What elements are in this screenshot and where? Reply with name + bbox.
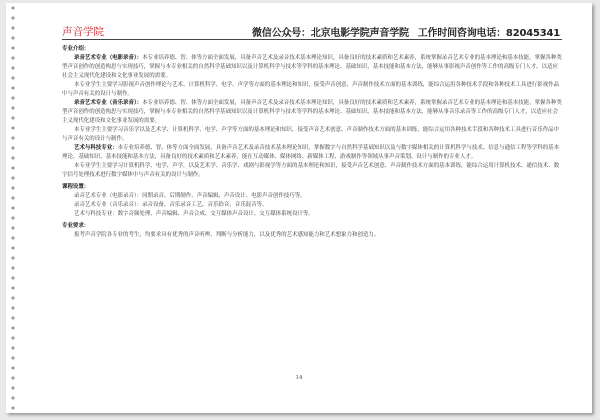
paragraph-text: 本专业培养德、智、体等方面全面发展，具备声音艺术及录音技术基本理论知识，掌握数字与自然科学基础知识以及与数字媒体相关的计算机科学与技术、信息与通信工程等学科的基本理论、基础知识、基本技能和基本方法，具备良好的技术素质和艺术素养，能在互动媒体、媒体网络、新媒体工程、游戏制作等领域从事声音策划、设计与制作的专业人才。 <box>62 145 560 160</box>
paragraph-text: 本专业培养德、智、体等方面全面发展，具备声音艺术及录音技术基本理论知识，具备良好的技术素质和艺术素养，系统掌握录音艺术专业的基本理论和基本技能，掌握各种类型声音创作的创造构思与实现技巧，掌握与本专业相关的自然科学基础知识以及计算机科学与技术等学科的基本理论、基础知识、基本技能和基本方法，能够从事影视声音创作等工作的高级专门人才，以适应社会主义现代化建设和文化事业发展的需要。 <box>62 55 562 79</box>
paragraph-text: 本专业培养德、智、体等方面全面发展，具备声音艺术及录音技术基本理论知识，具备良好的技术素质和艺术素养，系统掌握录音艺术专业的基本理论和基本技能，掌握各种类型声音创作的创造构思与实现技巧，掌握与本专业相关的自然科学基础知识以及计算机科学与技术等学科的基本理论、基础知识、基本技能和基本方法，能够从事音乐录音等工作的高级专门人才，以适应社会主义现代化建设和文化事业发展的需要。 <box>62 100 562 124</box>
paragraph-music-recording-study: 本专业学生主要学习音乐学以及艺术学、计算机科学、电学、声学等方面的基本理论和知识，接受声音艺术创意、声音制作技术方面的基本训练，能综合运用各种技术手段和各种技术工具进行音乐作品中与声音有关的设计与制作。 <box>62 127 560 142</box>
course-item: 艺术与科技专业：数字音频处理、声音编辑、声音合成、交互媒体声音设计、交互媒体系统设计等。 <box>74 211 314 217</box>
binding-holes <box>6 3 20 413</box>
paragraph-art-tech <box>62 144 562 162</box>
paragraph-film-recording-study: 本专业学生主要学习影视声音创作理论与艺术、计算机科学、电学、声学等方面的基本理论和知识，接受声音创意、声音制作技术方面的基本训练，能综合运用各种技术手段和各种技术工具进行影视作品中与声音有关的设计与制作。 <box>62 82 560 97</box>
page-header <box>62 23 562 40</box>
consult-hotline: 工作时间咨询电话：82045341 <box>417 28 560 39</box>
course-item: 录音艺术专业（电影录音）：同期录音、后期制作、声音编辑、声音设计、电影声音创作技巧等。 <box>74 193 306 199</box>
page-body <box>62 45 562 240</box>
section-title-courses: 课程设置： <box>62 184 90 190</box>
section-title-intro: 专业介绍： <box>62 46 90 52</box>
document-page <box>6 3 592 413</box>
paragraph-lead: 艺术与科技专业： <box>74 145 118 151</box>
paragraph-film-recording <box>62 54 562 81</box>
paragraph-requirements: 报考声音学院各专业的考生，均要求具有优秀的声音听辨、判断与分析能力，以及优秀的艺术感知能力和艺术想象力和创造力。 <box>74 232 380 238</box>
wechat-account: 微信公众号：北京电影学院声音学院 <box>252 28 409 39</box>
school-name: 声音学院 <box>62 26 104 38</box>
paragraph-lead: 录音艺术专业（音乐录音）： <box>74 100 143 106</box>
page-number: 14 <box>295 375 303 381</box>
paragraph-music-recording <box>62 99 562 126</box>
course-item: 录音艺术专业（音乐录音）：录音设备、音乐录音工艺、音乐拾音、音乐混音等。 <box>74 202 268 208</box>
section-title-requirements: 专业要求： <box>62 223 90 229</box>
paragraph-art-tech-study: 本专业学生主要学习计算机科学、电学、声学，以及艺术学、音乐学、戏剧与影视学等方面的基本理论和知识，接受声音艺术创意、声音制作技术方面的基本训练，能综合运用计算机技术、通信技术、数字信号处理技术进行数字媒体中与声音有关的设计与制作。 <box>62 163 560 178</box>
paragraph-lead: 录音艺术专业（电影录音）： <box>74 55 143 61</box>
